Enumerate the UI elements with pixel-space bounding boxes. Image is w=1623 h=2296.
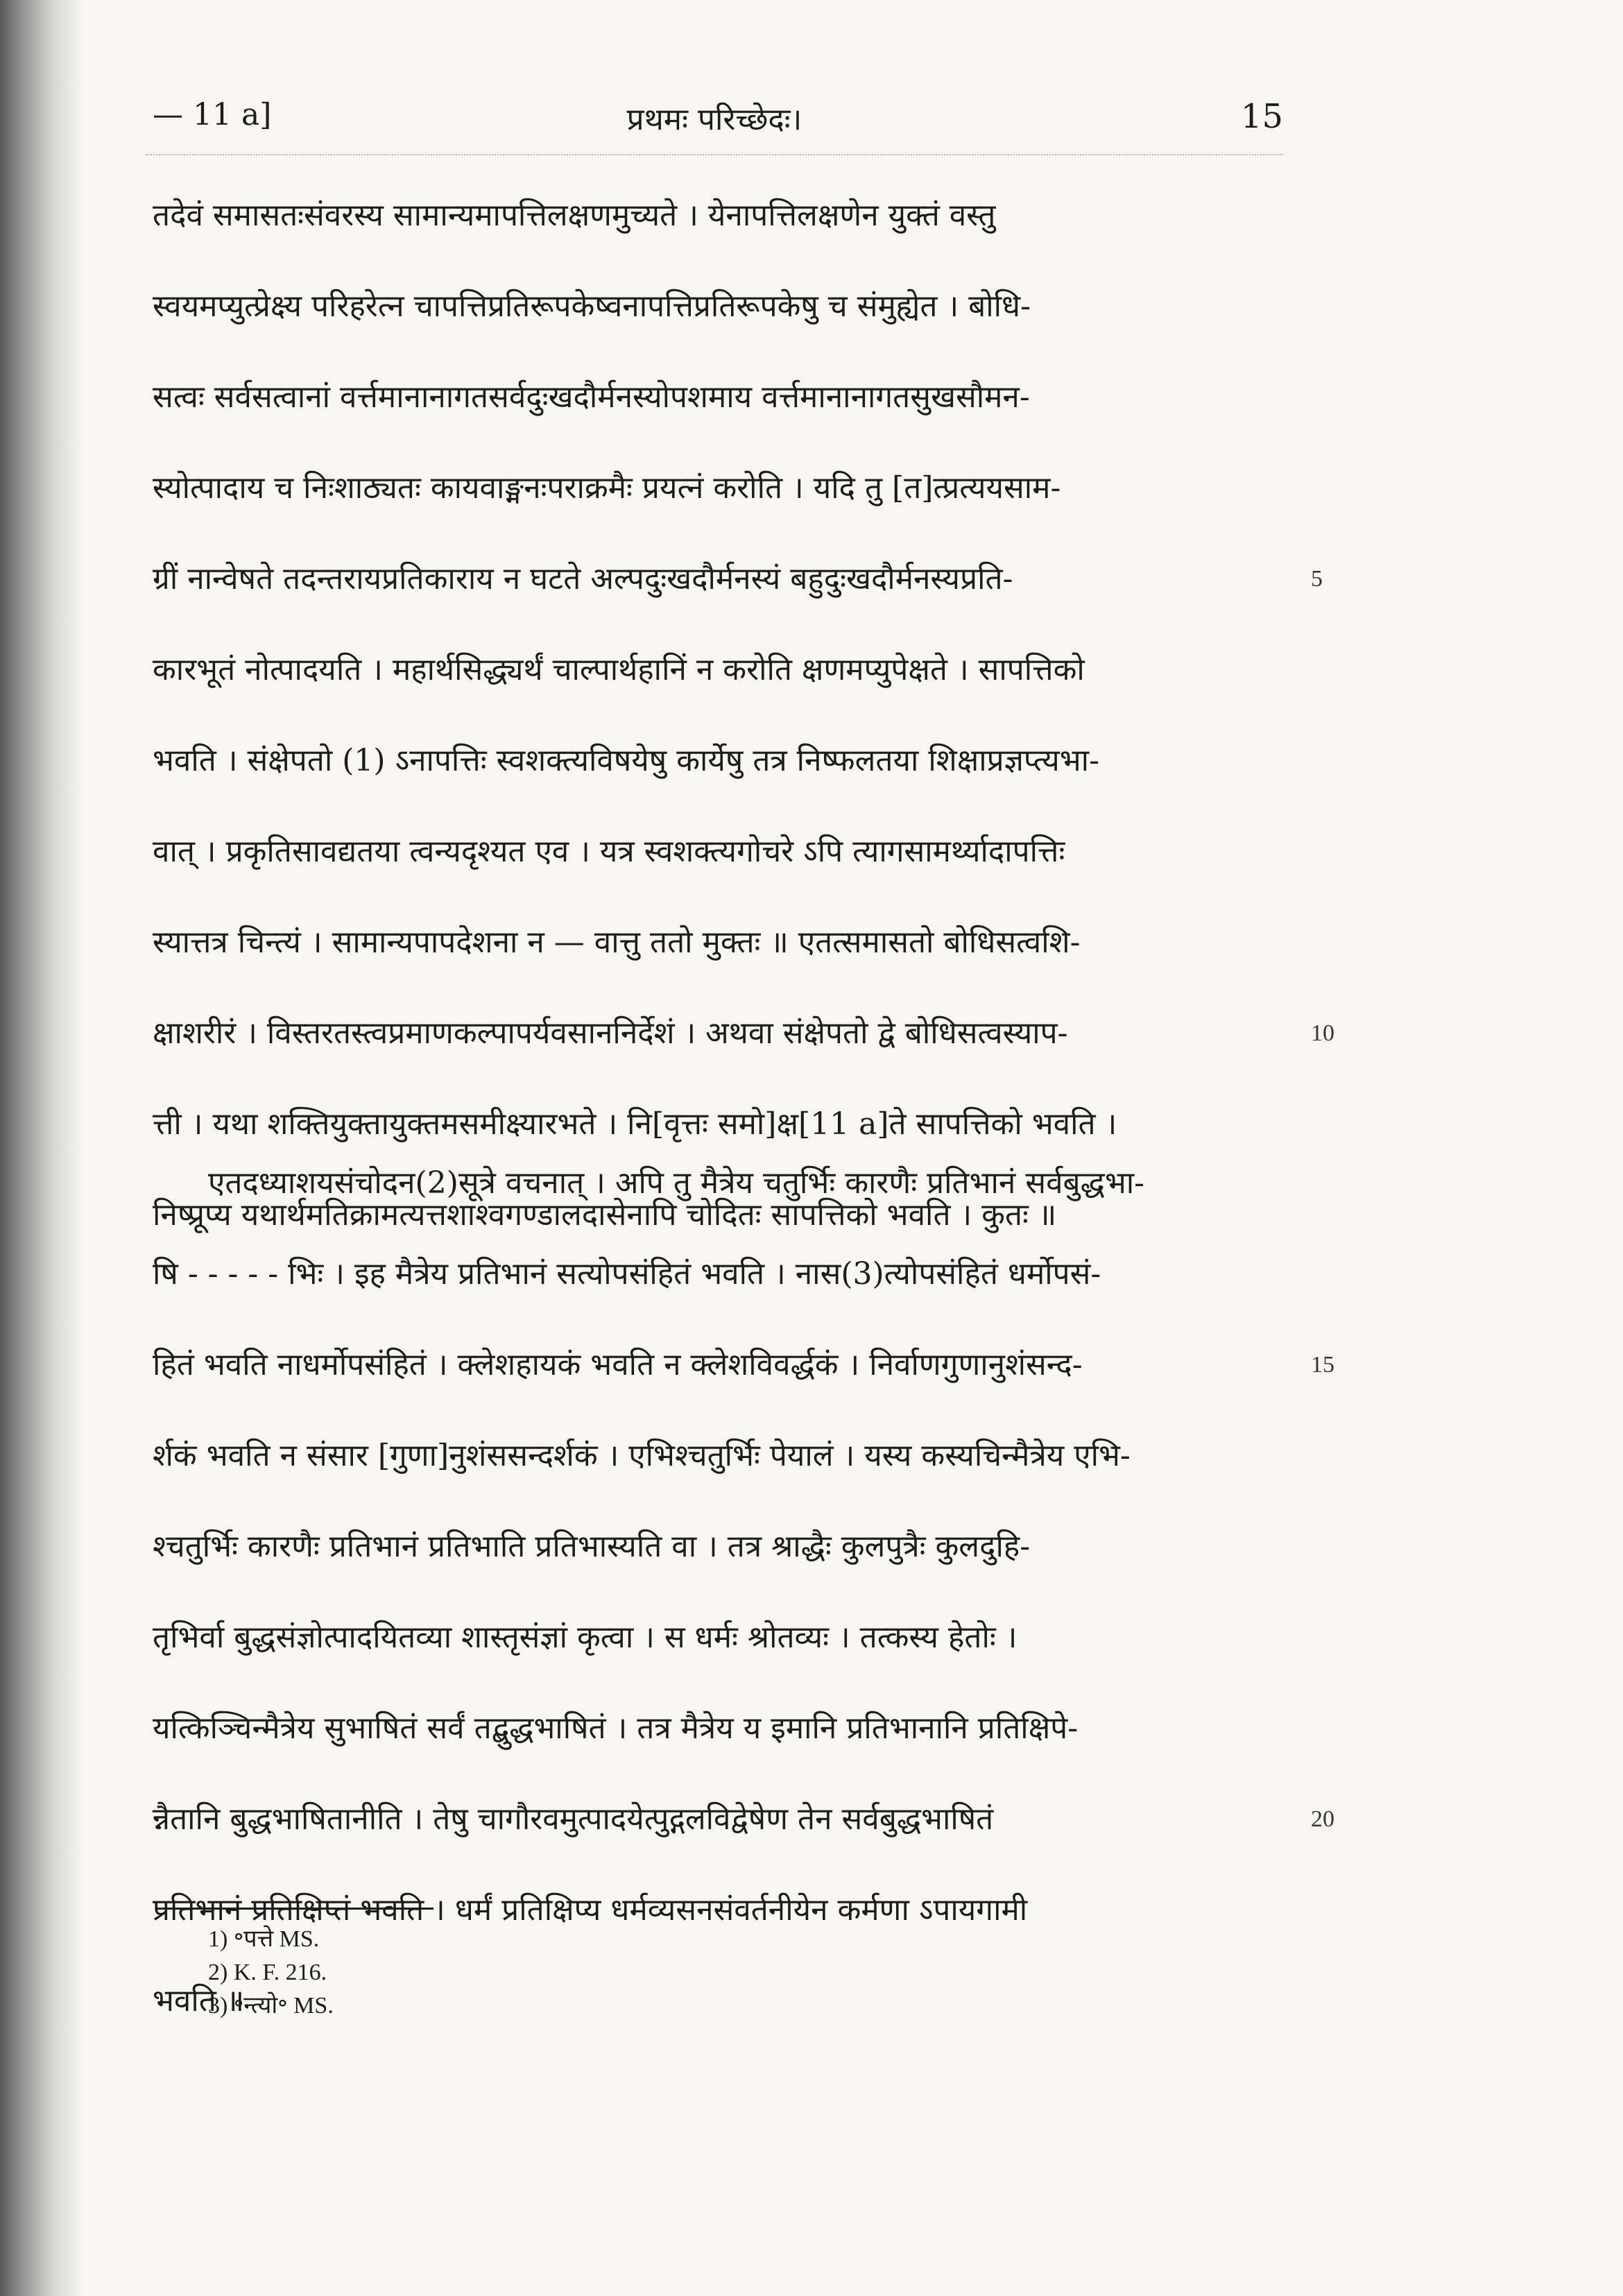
footnote: 2) K. F. 216. bbox=[208, 1960, 327, 1985]
text-line bbox=[153, 1228, 1297, 1319]
line-text: स्वयमप्युत्प्रेक्ष्य परिहरेत्न चापत्तिप्रतिरूपकेष्वनापत्तिप्रतिरूपकेषु च संमुह्येत । बोधि- bbox=[153, 289, 1031, 324]
line-number: 15 bbox=[1311, 1352, 1334, 1378]
line-text: यत्किञ्चिन्मैत्रेय सुभाषितं सर्वं तद्बुद्धभाषितं । तत्र मैत्रेय य इमानि प्रतिभानानि प्रतिक्षिपे- bbox=[153, 1711, 1079, 1746]
header-rule bbox=[146, 154, 1283, 155]
line-text: कारभूतं नोत्पादयति । महार्थसिद्ध्यर्थं चाल्पार्थहानिं न करोति क्षणमप्युपेक्षते । सापत्तिको bbox=[153, 652, 1085, 687]
line-text: र्शकं भवति न संसार [गुणा]नुशंससन्दर्शकं । एभिश्चतुर्भिः पेयालं । यस्य कस्यचिन्मैत्रेय एभि- bbox=[153, 1438, 1131, 1473]
line-text: वात् । प्रकृतिसावद्यतया त्वन्यदृश्यत एव । यत्र स्वशक्त्यगोचरे ऽपि त्यागसामर्थ्यादापत्तिः bbox=[153, 834, 1065, 869]
page-title: प्रथमः परिच्छेदः। bbox=[626, 102, 802, 137]
text-line bbox=[153, 1774, 1334, 1865]
footnote: 3) ॰न्त्यो॰ MS. bbox=[208, 1993, 334, 2019]
text-line bbox=[153, 1592, 1297, 1683]
text-line bbox=[153, 261, 1297, 352]
line-number: 20 bbox=[1311, 1806, 1334, 1832]
footnote-rule bbox=[156, 1908, 433, 1910]
text-line bbox=[153, 1410, 1297, 1501]
line-text: ग्रीं नान्वेषते तदन्तरायप्रतिकाराय न घटते अल्पदुःखदौर्मनस्यं बहुदुःखदौर्मनस्यप्रति- bbox=[153, 561, 1013, 597]
text-line bbox=[153, 988, 1334, 1079]
text-line bbox=[153, 533, 1323, 624]
text-line bbox=[153, 1319, 1334, 1410]
text-line bbox=[153, 170, 1297, 261]
text-line bbox=[153, 715, 1297, 806]
line-text: भवति ॥ bbox=[153, 1983, 245, 2019]
folio-reference: — 11 a] bbox=[153, 97, 272, 132]
text-line bbox=[153, 1683, 1297, 1774]
line-text: न्नैतानि बुद्धभाषितानीति । तेषु चागौरवमुत्पादयेत्पुद्गलविद्वेषेण तेन सर्वबुद्धभाषितं bbox=[153, 1801, 994, 1837]
line-text: षि - - - - - भिः । इह मैत्रेय प्रतिभानं सत्योपसंहितं भवति । नास(3)त्योपसंहितं धर्मोपसं- bbox=[153, 1256, 1101, 1292]
line-text: सत्वः सर्वसत्वानां वर्त्तमानानागतसर्वदुःखदौर्मनस्योपशमाय वर्त्तमानानागतसुखसौमन- bbox=[153, 379, 1030, 415]
text-line bbox=[153, 443, 1297, 533]
page-number: 15 bbox=[1240, 97, 1283, 136]
paragraph-2 bbox=[153, 1138, 1334, 2046]
footnotes bbox=[208, 1923, 334, 2023]
line-text: तृभिर्वा बुद्धसंज्ञोत्पादयितव्या शास्तृसंज्ञां कृत्वा । स धर्मः श्रोतव्यः । तत्कस्य हेतोः । bbox=[153, 1620, 1017, 1655]
line-number: 10 bbox=[1311, 1020, 1334, 1046]
line-number: 5 bbox=[1311, 566, 1323, 592]
text-line bbox=[153, 897, 1297, 988]
line-text: स्योत्पादाय च निःशाठ्यतः कायवाङ्मनःपराक्रमैः प्रयत्नं करोति । यदि तु [त]त्प्रत्ययसाम- bbox=[153, 470, 1061, 506]
page-header bbox=[146, 97, 1283, 139]
paragraph-1 bbox=[153, 170, 1334, 1260]
text-line bbox=[153, 352, 1297, 443]
text-line bbox=[153, 624, 1297, 715]
line-text: त्ती । यथा शक्तियुक्तायुक्तमसमीक्ष्यारभते । नि[वृत्तः समो]क्ष[11 a]ते सापत्तिको भवति । bbox=[153, 1106, 1117, 1142]
scan-edge-shadow bbox=[0, 0, 83, 2296]
line-text: स्यात्तत्र चिन्त्यं । सामान्यपापदेशना न — वात्तु ततो मुक्तः ॥ एतत्समासतो बोधिसत्वशि- bbox=[153, 925, 1081, 960]
line-text: श्चतुर्भिः कारणैः प्रतिभानं प्रतिभाति प्रतिभास्यति वा । तत्र श्राद्धैः कुलपुत्रैः कुलदुहि- bbox=[153, 1529, 1031, 1564]
line-text: हितं भवति नाधर्मोपसंहितं । क्लेशहायकं भवति न क्लेशविवर्द्धकं । निर्वाणगुणानुशंसन्द- bbox=[153, 1347, 1083, 1382]
text-line bbox=[153, 1138, 1297, 1228]
line-text: निष्प्रूप्य यथार्थमतिक्रामत्यत्तशाश्वगण्डालदासेनापि चोदितः सापत्तिको भवति । कुतः ॥ bbox=[153, 1197, 1057, 1233]
line-text: भवति । संक्षेपतो (1) ऽनापत्तिः स्वशक्त्यविषयेषु कार्येषु तत्र निष्फलतया शिक्षाप्रज्ञप्त्यभा- bbox=[153, 743, 1099, 778]
line-text: प्रतिभानं प्रतिक्षिप्तं भवति । धर्मं प्रतिक्षिप्य धर्मव्यसनसंवर्तनीयेन कर्मणा ऽपायगामी bbox=[153, 1892, 1028, 1928]
footnote: 1) ॰पत्ते MS. bbox=[208, 1926, 320, 1952]
text-line bbox=[153, 1501, 1297, 1592]
text-line bbox=[153, 806, 1297, 897]
line-text: क्षाशरीरं । विस्तरतस्त्वप्रमाणकल्पापर्यवसाननिर्देशं । अथवा संक्षेपतो द्वे बोधिसत्वस्याप- bbox=[153, 1016, 1068, 1051]
line-text: एतदध्याशयसंचोदन(2)सूत्रे वचनात् । अपि तु मैत्रेय चतुर्भिः कारणैः प्रतिभानं सर्वबुद्धभा- bbox=[208, 1165, 1145, 1201]
line-text: तदेवं समासतःसंवरस्य सामान्यमापत्तिलक्षणमुच्यते । येनापत्तिलक्षणेन युक्तं वस्तु bbox=[153, 198, 996, 233]
